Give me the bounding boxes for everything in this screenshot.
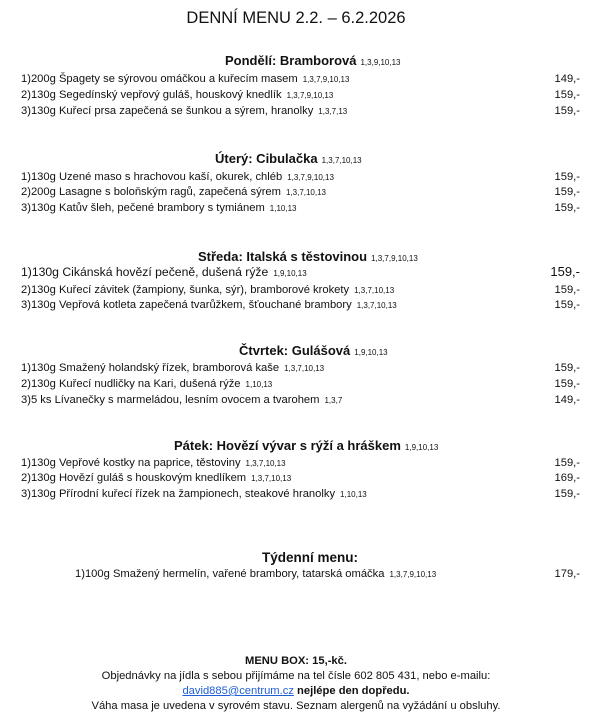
menu-item: 3)130g Vepřová kotleta zapečená tvarůžkem, šťouchané brambory 1,3,7,10,13 xyxy=(21,299,397,311)
order-info: Objednávky na jídla s sebou přijímáme na tel čísle 602 805 431, nebo e-mailu: xyxy=(101,670,491,682)
item-price: 159,- xyxy=(554,457,580,469)
email-link[interactable]: david885@centrum.cz xyxy=(182,685,294,697)
day-heading-friday: Pátek: Hovězí vývar s rýží a hráškem 1,9,10,13 xyxy=(174,438,439,453)
item-price: 159,- xyxy=(554,202,580,214)
item-price: 159,- xyxy=(554,299,580,311)
menu-item: 3)5 ks Lívanečky s marmeládou, lesním ovocem a tvarohem 1,3,7 xyxy=(21,394,343,406)
menu-item: 1)130g Vepřové kostky na paprice, těstoviny 1,3,7,10,13 xyxy=(21,457,286,469)
day-heading-tuesday: Úterý: Cibulačka 1,3,7,10,13 xyxy=(215,151,362,166)
menu-title: DENNÍ MENU 2.2. – 6.2.2026 xyxy=(186,9,406,27)
item-price: 159,- xyxy=(550,264,580,279)
item-price: 159,- xyxy=(554,488,580,500)
item-price: 159,- xyxy=(554,284,580,296)
menu-item: 3)130g Přírodní kuřecí řízek na žampionech, steakové hranolky 1,10,13 xyxy=(21,488,367,500)
menu-item: 1)200g Špagety se sýrovou omáčkou a kuřecím masem 1,3,7,9,10,13 xyxy=(21,73,350,85)
order-advice: nejlépe den dopředu. xyxy=(297,685,410,697)
item-price: 149,- xyxy=(554,73,580,85)
menu-item: 2)130g Hovězí guláš s houskovým knedlíkem 1,3,7,10,13 xyxy=(21,472,292,484)
item-price: 159,- xyxy=(554,186,580,198)
item-price: 179,- xyxy=(554,568,580,580)
weekly-menu-heading: Týdenní menu: xyxy=(262,550,359,565)
item-price: 169,- xyxy=(554,472,580,484)
day-heading-thursday: Čtvrtek: Gulášová 1,9,10,13 xyxy=(239,343,388,358)
menu-box-price: MENU BOX: 15,-kč. xyxy=(245,655,347,667)
menu-item: 2)130g Kuřecí závitek (žampiony, šunka, sýr), bramborové krokety 1,3,7,10,13 xyxy=(21,284,395,296)
menu-item: 2)130g Segedínský vepřový guláš, houskový knedlík 1,3,7,9,10,13 xyxy=(21,89,334,101)
menu-item: 2)130g Kuřecí nudličky na Kari, dušená rýže 1,10,13 xyxy=(21,378,273,390)
item-price: 159,- xyxy=(554,171,580,183)
item-price: 159,- xyxy=(554,362,580,374)
menu-item: 1)130g Uzené maso s hrachovou kaší, okurek, chléb 1,3,7,9,10,13 xyxy=(21,171,334,183)
menu-item: 3)130g Katův šleh, pečené brambory s tymiánem 1,10,13 xyxy=(21,202,297,214)
menu-item: 1)130g Cikánská hovězí pečeně, dušená rýže 1,9,10,13 xyxy=(21,265,307,279)
item-price: 159,- xyxy=(554,89,580,101)
day-heading-monday: Pondělí: Bramborová 1,3,9,10,13 xyxy=(225,53,401,68)
menu-item: 1)130g Smažený holandský řízek, bramborová kaše 1,3,7,10,13 xyxy=(21,362,325,374)
day-heading-wednesday: Středa: Italská s těstovinou 1,3,7,9,10,13 xyxy=(198,249,418,264)
menu-item: 2)200g Lasagne s boloňským ragů, zapečená sýrem 1,3,7,10,13 xyxy=(21,186,327,198)
order-email-line xyxy=(0,685,592,697)
weekly-menu-item: 1)100g Smažený hermelín, vařené brambory, tatarská omáčka 1,3,7,9,10,13 xyxy=(75,568,437,580)
item-price: 149,- xyxy=(554,394,580,406)
menu-item: 3)130g Kuřecí prsa zapečená se šunkou a sýrem, hranolky 1,3,7,13 xyxy=(21,105,348,117)
item-price: 159,- xyxy=(554,105,580,117)
item-price: 159,- xyxy=(554,378,580,390)
weight-allergen-note: Váha masa je uvedena v syrovém stavu. Seznam alergenů na vyžádání u obsluhy. xyxy=(91,700,501,712)
